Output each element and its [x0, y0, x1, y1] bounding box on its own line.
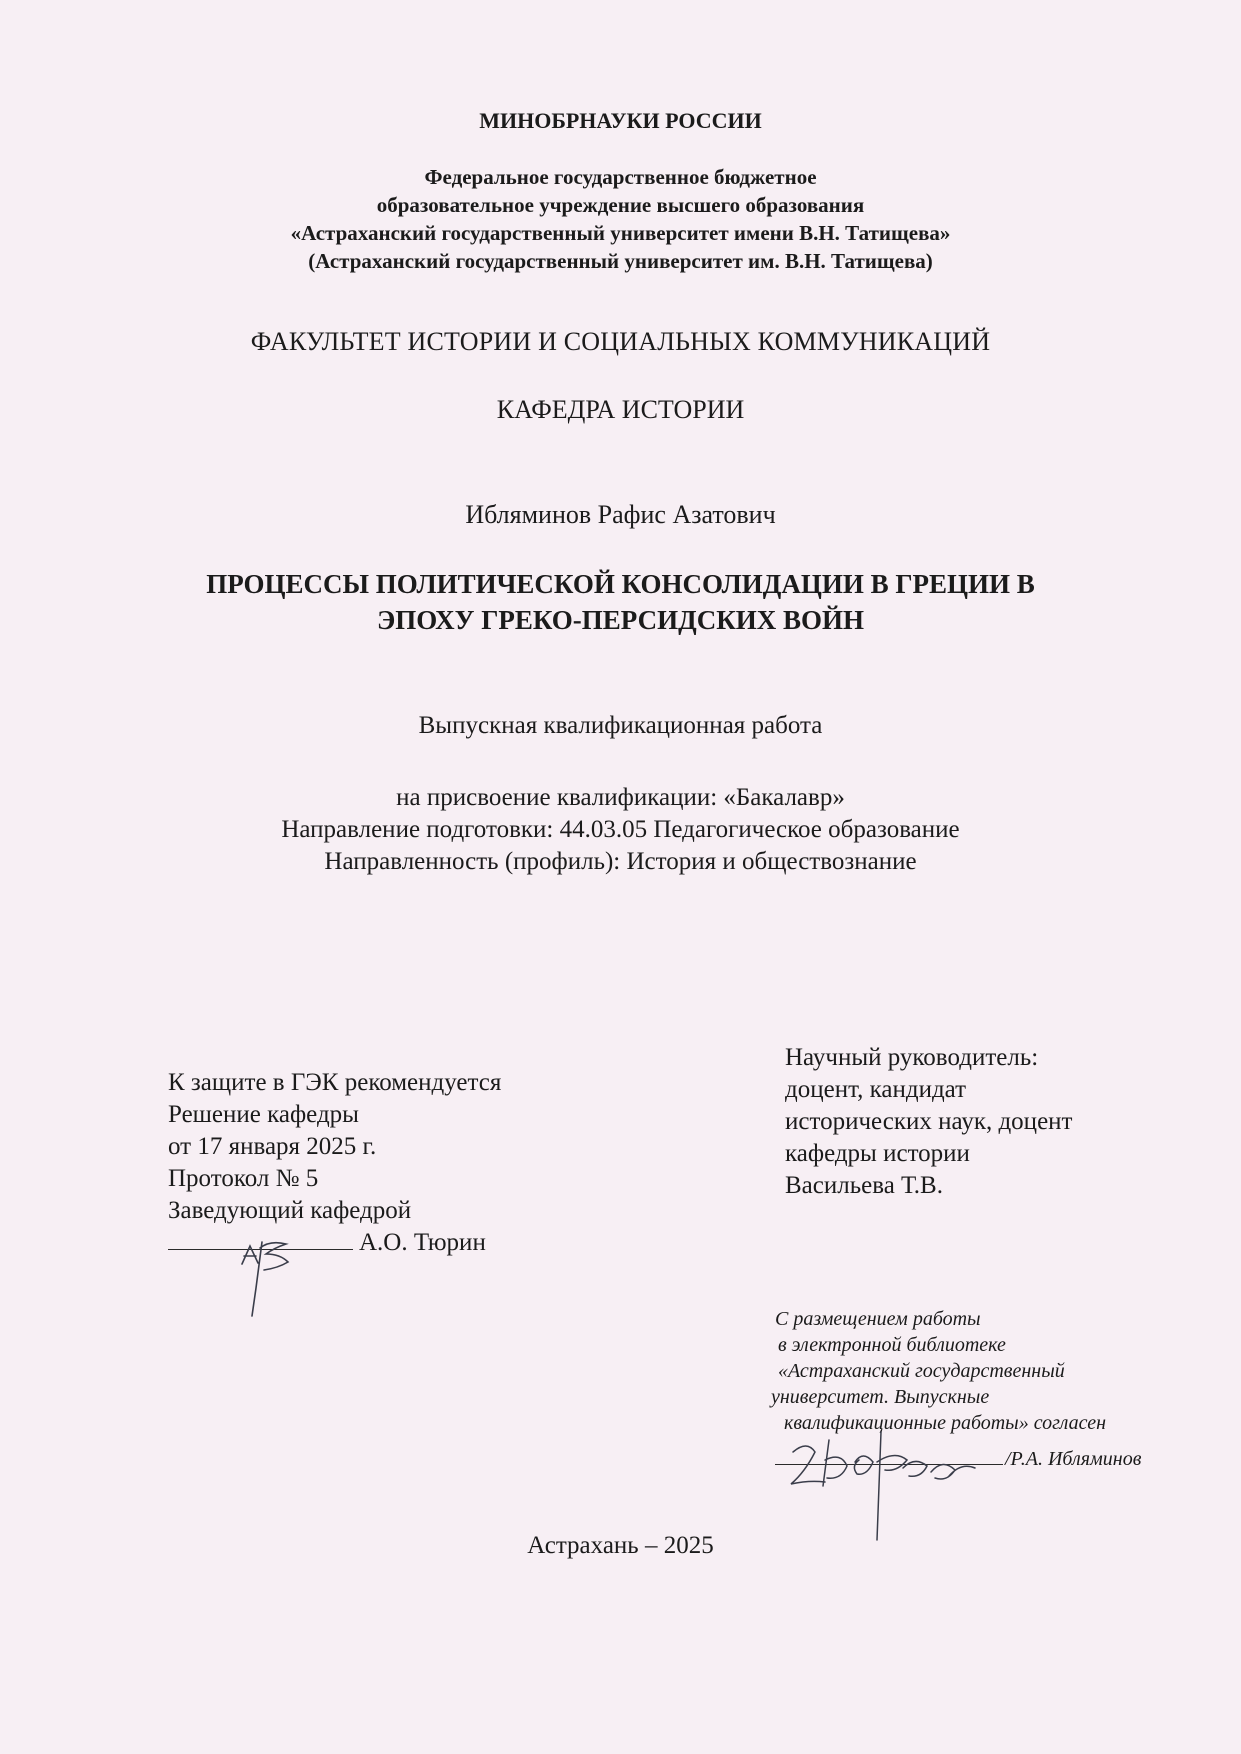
- institution-line: Федеральное государственное бюджетное: [424, 165, 817, 189]
- supervisor-line: Научный руководитель:: [785, 1044, 1039, 1071]
- defense-line: Решение кафедры: [168, 1101, 359, 1128]
- consent-line: С размещением работы: [775, 1308, 981, 1330]
- thesis-title: [0, 566, 1241, 638]
- work-type: Выпускная квалификационная работа: [418, 712, 823, 739]
- student-signature: [785, 1422, 985, 1542]
- consent-line: «Астраханский государственный: [778, 1360, 1065, 1382]
- qualification-info: [0, 782, 1241, 878]
- consent-signer: /Р.А. Ибляминов: [1005, 1448, 1142, 1470]
- supervisor-line: Васильева Т.В.: [785, 1172, 943, 1199]
- head-signature-row: [168, 1227, 501, 1259]
- defense-line: Заведующий кафедрой: [168, 1197, 412, 1224]
- institution-line: (Астраханский государственный университет им. В.Н. Татищева): [308, 249, 933, 273]
- supervisor-line: кафедры истории: [785, 1140, 970, 1167]
- qualification-line: Направление подготовки: 44.03.05 Педагогическое образование: [281, 816, 960, 843]
- qualification-line: на присвоение квалификации: «Бакалавр»: [396, 784, 845, 811]
- defense-line: К защите в ГЭК рекомендуется: [168, 1069, 502, 1096]
- consent-line: в электронной библиотеке: [778, 1334, 1006, 1356]
- consent-signature-row: [775, 1448, 1141, 1471]
- signature-line: [775, 1464, 1003, 1465]
- faculty-name: ФАКУЛЬТЕТ ИСТОРИИ И СОЦИАЛЬНЫХ КОММУНИКАЦИЙ: [250, 327, 991, 356]
- institution-line: образовательное учреждение высшего образования: [376, 193, 865, 217]
- defense-line: от 17 января 2025 г.: [168, 1133, 377, 1160]
- library-consent: [771, 1306, 1107, 1436]
- defense-recommendation: [168, 1067, 501, 1259]
- city-year: Астрахань – 2025: [527, 1532, 714, 1559]
- consent-line: квалификационные работы» согласен: [784, 1412, 1107, 1434]
- supervisor-info: [785, 1042, 1072, 1202]
- supervisor-line: доцент, кандидат: [785, 1076, 967, 1103]
- department-name: КАФЕДРА ИСТОРИИ: [496, 395, 745, 424]
- supervisor-line: исторических наук, доцент: [785, 1108, 1073, 1135]
- institution-name: [0, 163, 1241, 275]
- thesis-title-line: ЭПОХУ ГРЕКО-ПЕРСИДСКИХ ВОЙН: [376, 605, 865, 635]
- head-name: А.О. Тюрин: [359, 1229, 486, 1256]
- defense-line: Протокол № 5: [168, 1165, 319, 1192]
- signature-line: [168, 1249, 353, 1250]
- consent-line: университет. Выпускные: [771, 1386, 990, 1408]
- author-name: Ибляминов Рафис Азатович: [465, 500, 776, 529]
- qualification-line: Направленность (профиль): История и обществознание: [324, 848, 917, 875]
- institution-line: «Астраханский государственный университет имени В.Н. Татищева»: [290, 221, 951, 245]
- thesis-title-line: ПРОЦЕССЫ ПОЛИТИЧЕСКОЙ КОНСОЛИДАЦИИ В ГРЕЦИИ В: [206, 569, 1035, 599]
- ministry-heading: МИНОБРНАУКИ РОССИИ: [479, 108, 762, 133]
